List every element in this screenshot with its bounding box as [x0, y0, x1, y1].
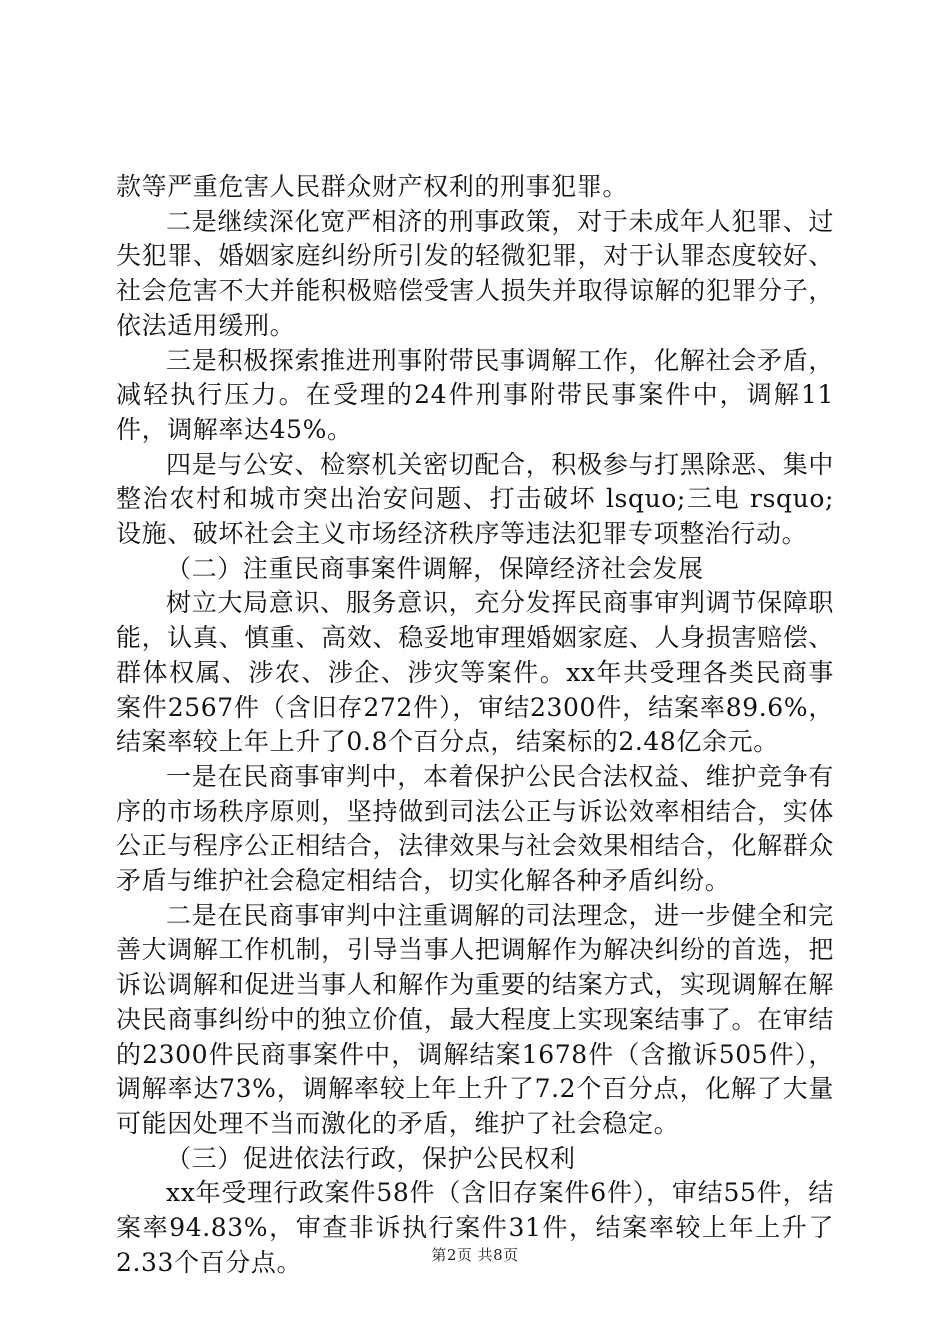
- paragraph-continuation: 款等严重危害人民群众财产权利的刑事犯罪。: [116, 172, 629, 201]
- paragraph-civil-mediation-in-criminal: 三是积极探索推进刑事附带民事调解工作，化解社会矛盾，减轻执行压力。在受理的24件刑事附带民事案件中，调解11件，调解率达45%。: [116, 345, 834, 444]
- paragraph-administrative-cases: xx年受理行政案件58件（含旧存案件6件），审结55件，结案率94.83%，审查非诉执行案件31件，结案率较上年上升了2.33个百分点。: [116, 1178, 834, 1277]
- paragraph-civil-commercial-overview: 树立大局意识、服务意识，充分发挥民商事审判调节保障职能，认真、慎重、高效、稳妥地审理婚姻家庭、人身损害赔偿、群体权属、涉农、涉企、涉灾等案件。xx年共受理各类民商事案件2567件（含旧存272件），审结2300件，结案率89.6%，结案率较上年上升了0.8个百分点，结案标的2.48亿余元。: [116, 588, 834, 757]
- section-heading-civil-commercial: （二）注重民商事案件调解，保障经济社会发展: [166, 553, 704, 583]
- document-body: [116, 170, 834, 1281]
- paragraph-joint-operations: 四是与公安、检察机关密切配合，积极参与打黑除恶、集中整治农村和城市突出治安问题、打击破坏 lsquo;三电 rsquo;设施、破坏社会主义市场经济秩序等违法犯罪专项整治行动。: [116, 449, 834, 549]
- paragraph-criminal-policy: 二是继续深化宽严相济的刑事政策，对于未成年人犯罪、过失犯罪、婚姻家庭纠纷所引发的轻微犯罪，对于认罪态度较好、社会危害不大并能积极赔偿受害人损失并取得谅解的犯罪分子，依法适用缓刑。: [116, 206, 834, 340]
- paragraph-civil-commercial-principles: 一是在民商事审判中，本着保护公民合法权益、维护竞争有序的市场秩序原则，坚持做到司法公正与诉讼效率相结合，实体公正与程序公正相结合，法律效果与社会效果相结合，化解群众矛盾与维护社会稳定相结合，切实化解各种矛盾纠纷。: [116, 761, 834, 896]
- page-footer: 第2页 共8页: [431, 1246, 519, 1264]
- section-heading-administrative: （三）促进依法行政，保护公民权利: [166, 1143, 576, 1173]
- paragraph-civil-commercial-mediation: 二是在民商事审判中注重调解的司法理念，进一步健全和完善大调解工作机制，引导当事人把调解作为解决纠纷的首选，把诉讼调解和促进当事人和解作为重要的结案方式，实现调解在解决民商事纠纷中的独立价值，最大程度上实现案结事了。在审结的2300件民商事案件中，调解结案1678件（含撤诉505件），调解率达73%，调解率较上年上升了7.2个百分点，化解了大量可能因处理不当而激化的矛盾，维护了社会稳定。: [116, 900, 834, 1138]
